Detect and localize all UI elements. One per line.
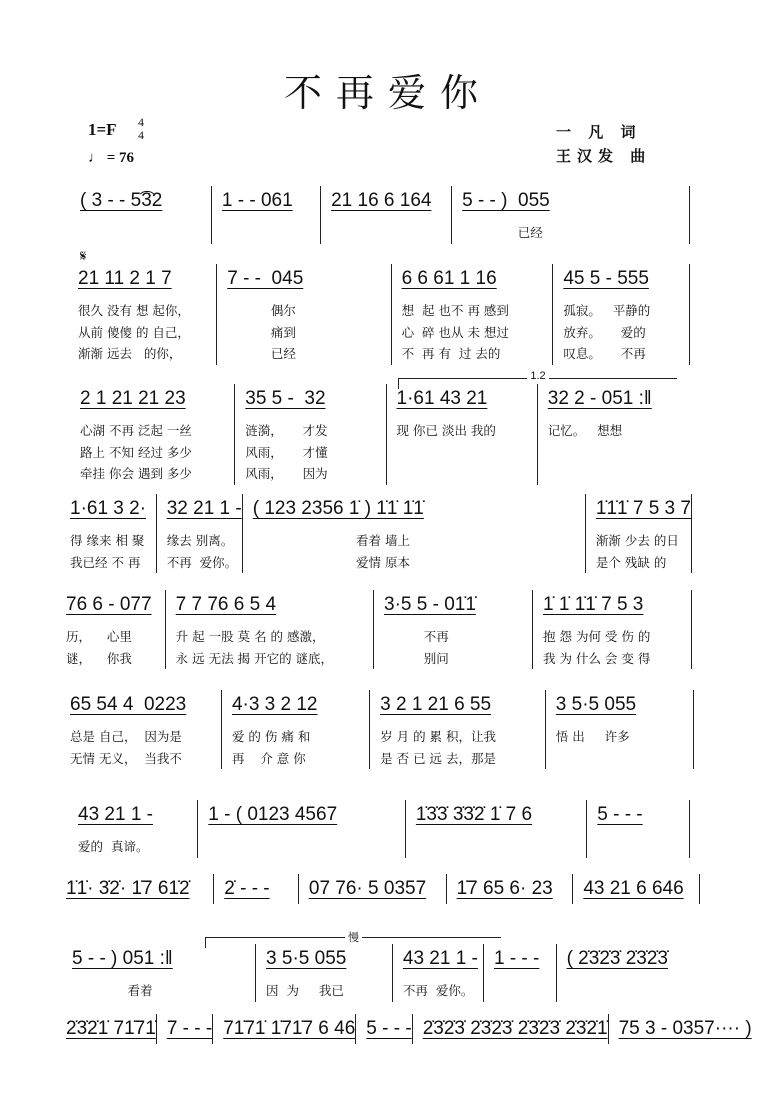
- measure-notes: 1̇ 1̇ 1̇1̇ 7 5 3: [543, 594, 644, 615]
- lyric-verse-2: 痛到: [227, 324, 296, 340]
- measure: [446, 874, 573, 904]
- lyric-verse-1: 看着 墙上: [252, 533, 411, 548]
- lyric-verse-1: 想 起 也不 再 感到: [401, 303, 509, 318]
- composer: 王汉发 曲: [556, 147, 652, 165]
- staff-system: [78, 264, 690, 365]
- measure-notes: 1·61 43 21: [396, 388, 488, 409]
- measure: [66, 590, 165, 669]
- measure-notes: 21 11 2 1 7: [78, 268, 172, 289]
- measure: [545, 690, 694, 769]
- measure-notes: 3 5·5 055: [266, 948, 347, 969]
- measure-notes: 1̇1̇· 3̇2̇· 1̇7 61̇2̇: [66, 878, 190, 899]
- meter-bottom: 4: [138, 128, 144, 142]
- lyric-verse-3: 风雨， 因为: [245, 466, 328, 481]
- measure-notes: 4·3 3 2 12: [231, 694, 318, 715]
- lyric-verse-2: 我 为 什么 会 变 得: [543, 650, 651, 666]
- measure-notes: 1 - - -: [493, 948, 540, 969]
- measure-notes: 65 54 4 0223: [70, 694, 187, 715]
- lyric-verse-2: 风雨， 才懂: [245, 444, 328, 460]
- measure: [78, 264, 216, 365]
- lyric-verse-1: [597, 836, 689, 858]
- measure-notes: 43 21 1 -: [402, 948, 478, 969]
- staff-system: [66, 1014, 752, 1044]
- measure: [66, 874, 213, 904]
- lyric-verse-3: [397, 463, 537, 485]
- measure: [66, 1014, 156, 1044]
- measure: [80, 384, 234, 485]
- lyric-verse-1: 涟漪， 才发: [245, 423, 328, 438]
- credits: [556, 120, 651, 168]
- measure: [242, 494, 585, 573]
- staff-system: [66, 874, 700, 904]
- measure-notes: 21 16 6 164: [331, 190, 432, 211]
- staff-system: [80, 186, 690, 244]
- measure-notes: ( 2̇3̇2̇3̇ 2̇3̇2̇3̇: [566, 948, 668, 969]
- measure: [255, 944, 392, 1002]
- lyric-verse-1: 升 起 一股 莫 名 的 感激，: [175, 629, 325, 644]
- lyric-verse-2: 路上 不知 经过 多少: [80, 444, 192, 460]
- lyric-verse-1: 偶尔: [227, 303, 296, 318]
- key-signature: 1=F: [88, 120, 117, 139]
- lyric-verse-1: [567, 980, 668, 1002]
- measure: [537, 384, 688, 485]
- measure: [197, 800, 405, 858]
- lyric-verse-2: 永 远 无法 揭 开它的 谜底，: [175, 650, 334, 666]
- measure-notes: 1 - - 061: [221, 190, 293, 211]
- measure: [483, 944, 556, 1002]
- measure: [221, 690, 369, 769]
- meter-top: 4: [138, 115, 144, 129]
- lyric-verse-1: [208, 836, 405, 858]
- lyric-verse-2: 不再 爱你。: [166, 554, 238, 570]
- lyric-verse-2: [556, 748, 693, 770]
- lyric-verse-1: 很久 没有 想 起你，: [78, 303, 190, 318]
- measure: [572, 874, 700, 904]
- measure-notes: 3 5·5 055: [555, 694, 637, 715]
- measure-notes: 2̇3̇2̇1̇ 71̇71̇: [66, 1018, 156, 1039]
- measure-notes: 1 - ( 0123 4567: [208, 804, 338, 825]
- measure: [369, 690, 545, 769]
- measure: [608, 1014, 752, 1044]
- lyric-verse-1: 抱 怨 为何 受 伤 的: [543, 629, 651, 644]
- lyric-verse-1: 因 为 我已: [266, 983, 344, 998]
- measure: [405, 800, 586, 858]
- lyric-verse-1: 心湖 不再 泛起 一丝: [80, 423, 192, 438]
- measure-notes: 76 6 - 077: [66, 594, 152, 615]
- lyric-verse-2: 是 否 已 远 去，那是: [380, 750, 497, 766]
- measure: [585, 494, 692, 573]
- lyric-verse-3: 已经: [227, 346, 296, 361]
- lyric-verse-1: 不再 爱你。: [402, 983, 474, 998]
- measure-notes: 1̇3̇3̇ 3̇3̇2̇ 1̇ 7 6: [415, 804, 533, 825]
- lyric-verse-1: 渐渐 少去 的日: [595, 533, 679, 548]
- measure-notes: 43 21 1 -: [78, 804, 153, 825]
- measure-notes: 45 5 - 555: [563, 268, 649, 289]
- measure: [552, 264, 690, 365]
- measure-notes: 7 7 76 6 5 4: [175, 594, 277, 615]
- measure-notes: 1·61 3 2·: [70, 498, 147, 519]
- measure-notes: 75 3 - 0357···· ): [618, 1018, 752, 1039]
- measure-notes: 5 - - -: [366, 1018, 412, 1039]
- measure: [165, 590, 373, 669]
- lyric-verse-2: 再 介 意 你: [231, 750, 306, 766]
- lyric-verse-2: [397, 442, 537, 464]
- tempo-marking: [88, 150, 134, 167]
- staff-system: [72, 944, 668, 1002]
- measure-notes: 5 - - ) 051 :‖: [72, 948, 173, 969]
- measure-notes: 32 21 1 -: [166, 498, 242, 519]
- measure: [373, 590, 532, 669]
- measure-notes: 3·5 5 - 01̇1̇: [384, 594, 476, 615]
- measure: [386, 384, 537, 485]
- lyric-verse-2: 放弃。 爱的: [563, 324, 646, 340]
- song-title: 不再爱你: [283, 71, 492, 115]
- measure-notes: 07 76· 5 0357: [308, 878, 427, 899]
- measure: [72, 944, 255, 1002]
- measure: [156, 1014, 212, 1044]
- measure: [392, 944, 483, 1002]
- tempo-value: = 76: [106, 150, 135, 166]
- lyric-verse-2: [548, 442, 688, 464]
- measure-notes: 5 - - ) 055: [462, 190, 550, 211]
- lyric-verse-2: 从前 傻傻 的 自己，: [78, 324, 190, 340]
- quarter-note-icon: ♩: [88, 150, 103, 166]
- lyric-verse-3: 不 再 有 过 去的: [401, 346, 501, 361]
- measure-notes: 1̇7 65 6· 23: [456, 878, 553, 899]
- measure-notes: 2 1 21 21 23: [80, 388, 186, 409]
- lyric-verse-2: 谜， 你我: [66, 650, 132, 666]
- measure: [298, 874, 446, 904]
- lyric-verse-1: 看着: [72, 983, 153, 998]
- lyric-verse-3: 渐渐 远去 的你，: [78, 346, 182, 361]
- measure-notes: 1̇1̇1̇ 7 5 3 7: [595, 498, 691, 519]
- lyric-verse-1: 不再: [384, 629, 449, 644]
- volta-label: 1.2: [527, 370, 548, 382]
- measure-notes: 5 - - -: [597, 804, 643, 825]
- lyric-verse-2: 爱情 原本: [252, 554, 411, 570]
- lyric-verse-1: 得 缘来 相 聚: [70, 533, 145, 548]
- lyric-verse-2: 别问: [384, 650, 449, 666]
- measure-notes: 7 - - 045: [227, 268, 304, 289]
- lyric-verse-2: 无情 无义， 当我不: [70, 750, 182, 766]
- lyric-verse-2: 我已经 不 再: [70, 554, 141, 570]
- measure: [70, 494, 156, 573]
- staff-system: [70, 494, 692, 573]
- measure: [213, 874, 298, 904]
- measure: [391, 264, 553, 365]
- lyric-verse-1: 历， 心里: [66, 629, 132, 644]
- lyric-verse-1: 孤寂。 平静的: [563, 303, 651, 318]
- measure: [156, 494, 242, 573]
- lyric-verse-1: 记忆。 想想: [547, 423, 623, 438]
- lyric-verse-3: 牵挂 你会 遇到 多少: [80, 466, 192, 481]
- measure-notes: ( 123 2356 1̇ ) 1̇1̇ 1̇1̇: [252, 498, 424, 519]
- measure-notes: 43 21 6 646: [583, 878, 684, 899]
- lyric-verse-3: [548, 463, 688, 485]
- slow-marking: 慢: [345, 932, 362, 944]
- lyric-verse-1: 总是 自己， 因为是: [70, 729, 182, 744]
- measure-notes: 71̇71̇ 1̇71̇7 6 46: [223, 1018, 356, 1039]
- measure-notes: 35 5 - 32: [245, 388, 326, 409]
- staff-system: [66, 590, 692, 669]
- lyric-verse-1: [494, 980, 556, 1002]
- measure-notes: 2̇ - - -: [224, 878, 270, 899]
- measure: [532, 590, 692, 669]
- measure: [556, 944, 668, 1002]
- measure-notes: ( 3 - - 5͡32: [80, 190, 163, 211]
- lyric-verse-1: 爱的 真谛。: [78, 839, 149, 854]
- segno-icon: 𝄋: [80, 248, 87, 265]
- measure: [211, 186, 320, 244]
- measure: [412, 1014, 608, 1044]
- lyric-verse-1: 现 你已 淡出 我的: [396, 423, 496, 438]
- lyric-verse-2: 是个 残缺 的: [595, 554, 667, 570]
- measure-notes: 7 - - -: [166, 1018, 213, 1039]
- measure: [78, 800, 197, 858]
- measure: [216, 264, 390, 365]
- lyricist: 一 凡 词: [556, 123, 642, 141]
- measure: [451, 186, 690, 244]
- staff-system: [80, 384, 688, 485]
- measure: [320, 186, 451, 244]
- staff-system: [70, 690, 694, 769]
- measure-notes: 32 2 - 051 :‖: [547, 388, 652, 409]
- time-signature: [138, 116, 144, 142]
- lyric-verse-1: [416, 836, 586, 858]
- measure: [586, 800, 690, 858]
- lyric-verse-1: 已经: [462, 225, 543, 240]
- measure: [355, 1014, 411, 1044]
- measure: [234, 384, 385, 485]
- measure-notes: 6 6 61 1 16: [401, 268, 497, 289]
- lyric-verse-2: 心 碎 也从 未 想过: [401, 324, 509, 340]
- lyric-verse-1: 缘去 别离。: [166, 533, 234, 548]
- lyric-verse-1: 悟 出 许多: [555, 729, 630, 744]
- lyric-verse-3: 叹息。 不再: [563, 346, 646, 361]
- measure: [70, 690, 221, 769]
- measure: [80, 186, 211, 244]
- lyric-verse-1: 岁 月 的 累 积，让我: [380, 729, 497, 744]
- lyric-verse-1: 爱 的 伤 痛 和: [231, 729, 311, 744]
- measure-notes: 2̇3̇2̇3̇ 2̇3̇2̇3̇ 2̇3̇2̇3̇ 2̇3̇2̇1̇: [422, 1018, 608, 1039]
- measure-notes: 3 2 1 21 6 55: [380, 694, 492, 715]
- measure: [212, 1014, 355, 1044]
- staff-system: [78, 800, 690, 858]
